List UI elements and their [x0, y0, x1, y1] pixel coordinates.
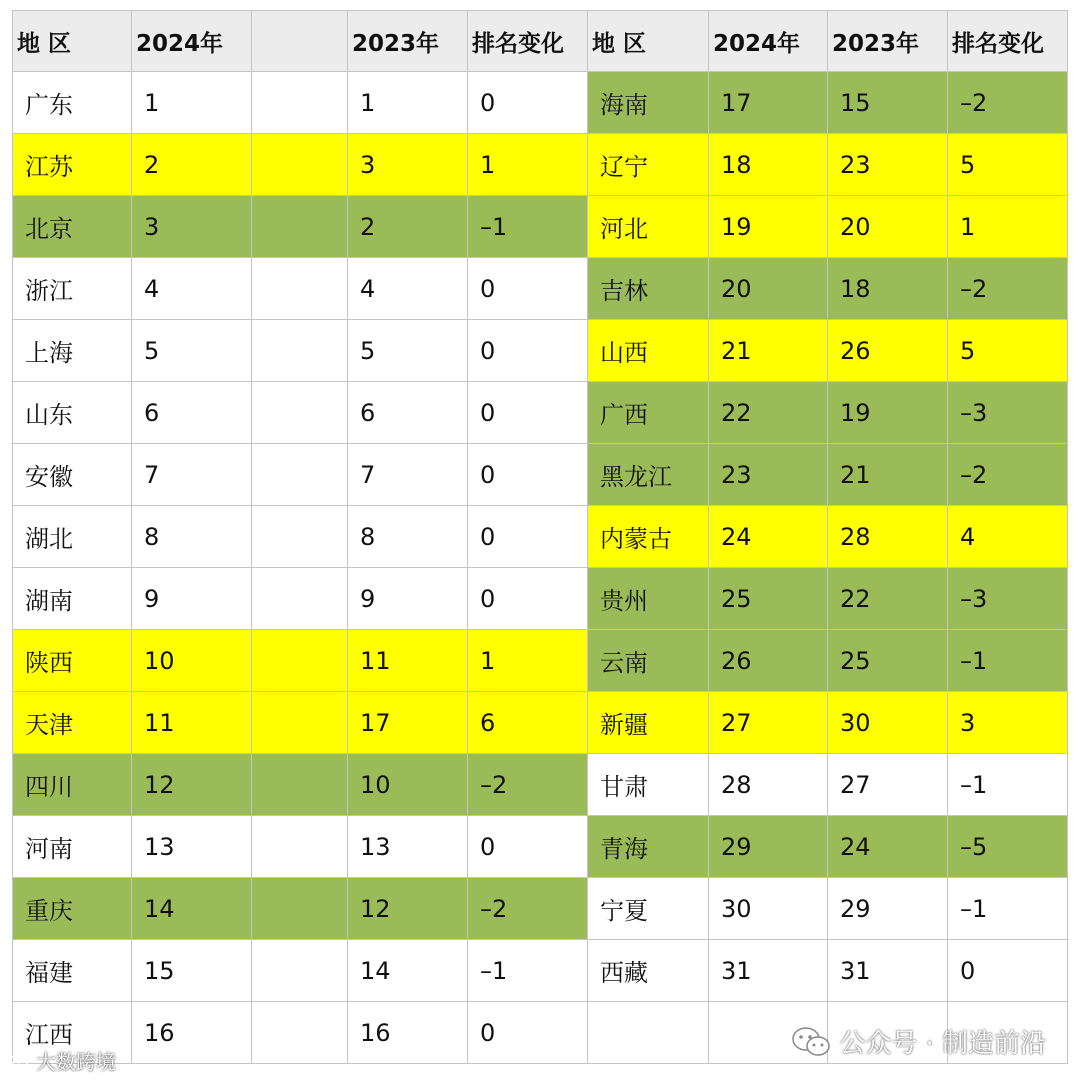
- header-region-right: 地 区: [588, 11, 709, 72]
- cell-left-region: 四川: [13, 754, 132, 816]
- cell-right-year-2024: 19: [709, 196, 828, 258]
- cell-right-rank-change: –1: [948, 878, 1068, 940]
- cell-left-region: 河南: [13, 816, 132, 878]
- cell-right-region: 山西: [588, 320, 709, 382]
- watermark-left-text: 大数跨境: [36, 1050, 116, 1074]
- cell-right-region: 海南: [588, 72, 709, 134]
- watermark-weibo: [6, 1046, 116, 1075]
- cell-right-year-2024: 28: [709, 754, 828, 816]
- weibo-icon: [6, 1050, 32, 1072]
- cell-left-blank: [252, 940, 348, 1002]
- cell-left-year-2023: 8: [348, 506, 468, 568]
- table-row: [13, 506, 1068, 568]
- cell-right-rank-change: 0: [948, 940, 1068, 1002]
- ranking-table: [12, 10, 1068, 1064]
- cell-left-region: 北京: [13, 196, 132, 258]
- cell-left-blank: [252, 630, 348, 692]
- cell-left-year-2023: 17: [348, 692, 468, 754]
- cell-right-region: [588, 1002, 709, 1064]
- watermark-wechat: [791, 1023, 1046, 1060]
- header-region-left: 地 区: [13, 11, 132, 72]
- cell-right-year-2023: 22: [828, 568, 948, 630]
- table-row: [13, 72, 1068, 134]
- cell-right-year-2023: 23: [828, 134, 948, 196]
- table-body: [13, 72, 1068, 1064]
- cell-left-year-2024: 4: [132, 258, 252, 320]
- table-row: [13, 444, 1068, 506]
- table-header-row: [13, 11, 1068, 72]
- cell-right-year-2024: 29: [709, 816, 828, 878]
- cell-right-rank-change: 5: [948, 320, 1068, 382]
- cell-left-blank: [252, 196, 348, 258]
- cell-right-year-2023: 25: [828, 630, 948, 692]
- cell-left-year-2023: 10: [348, 754, 468, 816]
- cell-left-region: 天津: [13, 692, 132, 754]
- cell-right-year-2024: 23: [709, 444, 828, 506]
- cell-left-year-2023: 14: [348, 940, 468, 1002]
- cell-left-region: 重庆: [13, 878, 132, 940]
- cell-left-region: 湖北: [13, 506, 132, 568]
- cell-left-region: 江苏: [13, 134, 132, 196]
- cell-left-rank-change: –2: [468, 754, 588, 816]
- cell-right-rank-change: –2: [948, 72, 1068, 134]
- table-row: [13, 878, 1068, 940]
- cell-left-blank: [252, 816, 348, 878]
- cell-left-rank-change: 0: [468, 506, 588, 568]
- cell-left-region: 陕西: [13, 630, 132, 692]
- cell-left-year-2023: 7: [348, 444, 468, 506]
- cell-left-region: 安徽: [13, 444, 132, 506]
- cell-left-rank-change: 0: [468, 320, 588, 382]
- cell-left-rank-change: –2: [468, 878, 588, 940]
- cell-left-region: 湖南: [13, 568, 132, 630]
- cell-right-region: 内蒙古: [588, 506, 709, 568]
- table-row: [13, 320, 1068, 382]
- cell-left-rank-change: 0: [468, 816, 588, 878]
- cell-right-region: 黑龙江: [588, 444, 709, 506]
- cell-right-year-2023: 30: [828, 692, 948, 754]
- header-rank-change-right: 排名变化: [948, 11, 1068, 72]
- cell-left-year-2024: 7: [132, 444, 252, 506]
- cell-left-rank-change: 0: [468, 382, 588, 444]
- cell-left-blank: [252, 134, 348, 196]
- table-row: [13, 382, 1068, 444]
- cell-right-year-2023: 27: [828, 754, 948, 816]
- header-year-2024-right: 2024年: [709, 11, 828, 72]
- cell-right-rank-change: –5: [948, 816, 1068, 878]
- header-year-2024-left: 2024年: [132, 11, 252, 72]
- cell-right-rank-change: 1: [948, 196, 1068, 258]
- cell-left-rank-change: 0: [468, 1002, 588, 1064]
- cell-left-year-2024: 12: [132, 754, 252, 816]
- header-year-2023-left: 2023年: [348, 11, 468, 72]
- cell-right-year-2023: 21: [828, 444, 948, 506]
- cell-left-year-2024: 3: [132, 196, 252, 258]
- cell-left-year-2023: 16: [348, 1002, 468, 1064]
- cell-right-region: 河北: [588, 196, 709, 258]
- cell-right-year-2024: 18: [709, 134, 828, 196]
- cell-left-year-2023: 6: [348, 382, 468, 444]
- cell-right-region: 宁夏: [588, 878, 709, 940]
- cell-left-rank-change: –1: [468, 940, 588, 1002]
- table-row: [13, 134, 1068, 196]
- table-row: [13, 940, 1068, 1002]
- cell-right-year-2024: 31: [709, 940, 828, 1002]
- cell-right-year-2024: 24: [709, 506, 828, 568]
- cell-right-rank-change: –2: [948, 444, 1068, 506]
- cell-left-year-2023: 11: [348, 630, 468, 692]
- cell-left-year-2024: 2: [132, 134, 252, 196]
- cell-left-year-2024: 10: [132, 630, 252, 692]
- header-blank-left: [252, 11, 348, 72]
- table-row: [13, 258, 1068, 320]
- cell-left-region: 浙江: [13, 258, 132, 320]
- cell-left-blank: [252, 444, 348, 506]
- cell-left-year-2023: 3: [348, 134, 468, 196]
- cell-right-region: 青海: [588, 816, 709, 878]
- cell-right-rank-change: –3: [948, 382, 1068, 444]
- cell-left-year-2024: 15: [132, 940, 252, 1002]
- cell-left-year-2024: 11: [132, 692, 252, 754]
- cell-right-rank-change: –1: [948, 754, 1068, 816]
- cell-left-rank-change: 0: [468, 444, 588, 506]
- cell-right-year-2023: 19: [828, 382, 948, 444]
- cell-right-region: 西藏: [588, 940, 709, 1002]
- cell-left-blank: [252, 1002, 348, 1064]
- cell-right-region: 新疆: [588, 692, 709, 754]
- cell-left-blank: [252, 72, 348, 134]
- cell-left-rank-change: –1: [468, 196, 588, 258]
- cell-left-year-2023: 1: [348, 72, 468, 134]
- cell-right-region: 贵州: [588, 568, 709, 630]
- header-rank-change-left: 排名变化: [468, 11, 588, 72]
- cell-right-year-2024: 21: [709, 320, 828, 382]
- cell-left-rank-change: 0: [468, 258, 588, 320]
- cell-left-year-2024: 1: [132, 72, 252, 134]
- cell-right-year-2023: 26: [828, 320, 948, 382]
- cell-left-blank: [252, 258, 348, 320]
- cell-right-region: 甘肃: [588, 754, 709, 816]
- cell-right-year-2023: 20: [828, 196, 948, 258]
- cell-left-region: 上海: [13, 320, 132, 382]
- table-row: [13, 692, 1068, 754]
- cell-left-year-2023: 12: [348, 878, 468, 940]
- cell-right-year-2024: 22: [709, 382, 828, 444]
- ranking-table-container: [12, 10, 1068, 1064]
- cell-left-year-2024: 5: [132, 320, 252, 382]
- cell-right-year-2023: 24: [828, 816, 948, 878]
- cell-left-year-2024: 13: [132, 816, 252, 878]
- cell-left-year-2023: 13: [348, 816, 468, 878]
- cell-left-rank-change: 1: [468, 134, 588, 196]
- cell-right-year-2023: 18: [828, 258, 948, 320]
- cell-right-rank-change: 5: [948, 134, 1068, 196]
- table-row: [13, 630, 1068, 692]
- cell-left-region: 福建: [13, 940, 132, 1002]
- cell-right-region: 云南: [588, 630, 709, 692]
- cell-right-year-2024: 17: [709, 72, 828, 134]
- cell-right-rank-change: –2: [948, 258, 1068, 320]
- cell-left-year-2024: 9: [132, 568, 252, 630]
- cell-left-blank: [252, 506, 348, 568]
- cell-left-year-2023: 9: [348, 568, 468, 630]
- cell-left-region: 江西: [13, 1002, 132, 1064]
- cell-left-blank: [252, 382, 348, 444]
- cell-right-region: 广西: [588, 382, 709, 444]
- cell-left-rank-change: 6: [468, 692, 588, 754]
- cell-left-blank: [252, 878, 348, 940]
- cell-right-year-2023: 29: [828, 878, 948, 940]
- cell-right-rank-change: –3: [948, 568, 1068, 630]
- cell-left-year-2024: 6: [132, 382, 252, 444]
- table-row: [13, 754, 1068, 816]
- cell-left-blank: [252, 568, 348, 630]
- cell-right-year-2024: 26: [709, 630, 828, 692]
- cell-right-year-2024: 25: [709, 568, 828, 630]
- header-year-2023-right: 2023年: [828, 11, 948, 72]
- cell-right-year-2023: 15: [828, 72, 948, 134]
- cell-right-region: 吉林: [588, 258, 709, 320]
- cell-left-year-2024: 16: [132, 1002, 252, 1064]
- cell-left-rank-change: 0: [468, 568, 588, 630]
- cell-left-year-2023: 5: [348, 320, 468, 382]
- cell-right-year-2024: 20: [709, 258, 828, 320]
- table-row: [13, 568, 1068, 630]
- cell-left-blank: [252, 754, 348, 816]
- cell-right-year-2023: 31: [828, 940, 948, 1002]
- table-row: [13, 196, 1068, 258]
- cell-right-rank-change: 3: [948, 692, 1068, 754]
- cell-right-rank-change: –1: [948, 630, 1068, 692]
- watermark-right-text: 公众号 · 制造前沿: [839, 1029, 1046, 1059]
- cell-right-year-2024: 30: [709, 878, 828, 940]
- cell-right-year-2023: 28: [828, 506, 948, 568]
- cell-right-region: 辽宁: [588, 134, 709, 196]
- table-row: [13, 816, 1068, 878]
- cell-left-year-2023: 2: [348, 196, 468, 258]
- cell-left-region: 山东: [13, 382, 132, 444]
- cell-left-rank-change: 1: [468, 630, 588, 692]
- cell-left-region: 广东: [13, 72, 132, 134]
- wechat-icon: [791, 1026, 831, 1058]
- cell-left-blank: [252, 692, 348, 754]
- cell-left-year-2023: 4: [348, 258, 468, 320]
- cell-left-blank: [252, 320, 348, 382]
- cell-right-year-2024: 27: [709, 692, 828, 754]
- cell-left-year-2024: 8: [132, 506, 252, 568]
- cell-left-rank-change: 0: [468, 72, 588, 134]
- cell-right-rank-change: 4: [948, 506, 1068, 568]
- cell-left-year-2024: 14: [132, 878, 252, 940]
